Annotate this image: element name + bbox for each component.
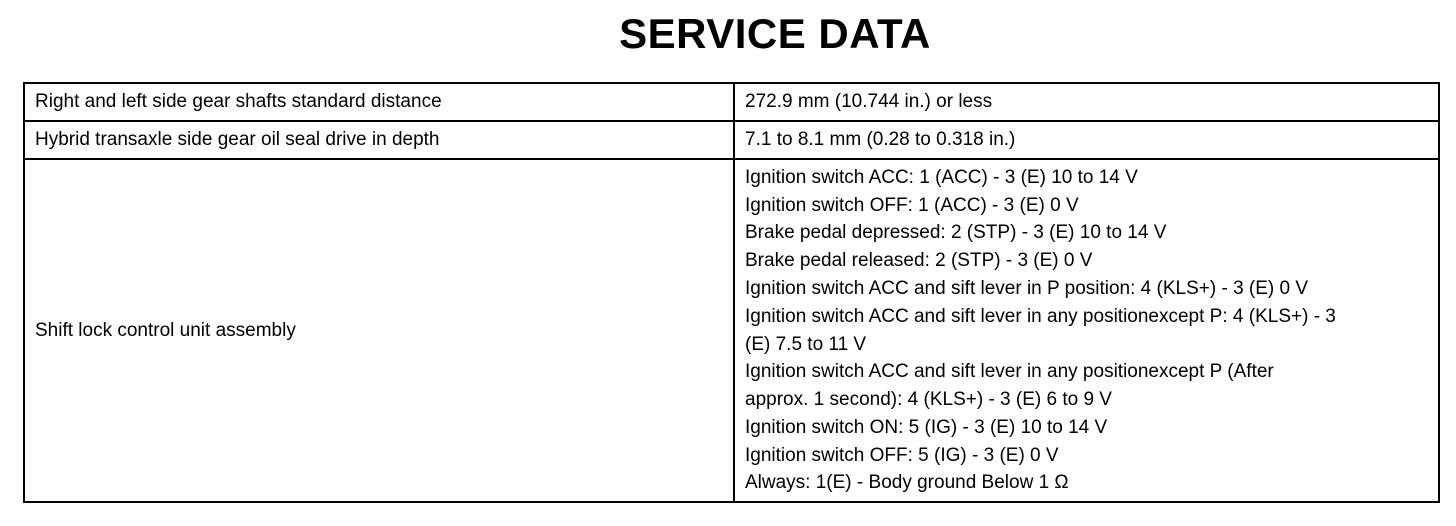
spec-line: Brake pedal released: 2 (STP) - 3 (E) 0 V <box>745 250 1093 272</box>
spec-line: Ignition switch ACC: 1 (ACC) - 3 (E) 10 to 14 V <box>745 166 1138 188</box>
spec-cell <box>734 159 1439 502</box>
spec-line: Ignition switch OFF: 1 (ACC) - 3 (E) 0 V <box>745 194 1079 216</box>
spec-cell: 7.1 to 8.1 mm (0.28 to 0.318 in.) <box>734 121 1439 159</box>
page-title: SERVICE DATA <box>619 10 931 57</box>
spec-line: (E) 7.5 to 11 V <box>745 333 867 355</box>
item-cell: Right and left side gear shafts standard distance <box>24 83 734 121</box>
table-row <box>24 159 1439 502</box>
spec-line: Ignition switch ON: 5 (IG) - 3 (E) 10 to 14 V <box>745 416 1108 438</box>
table-row <box>24 121 1439 159</box>
spec-line: Ignition switch OFF: 5 (IG) - 3 (E) 0 V <box>745 444 1059 466</box>
spec-cell: 272.9 mm (10.744 in.) or less <box>734 83 1439 121</box>
item-cell: Shift lock control unit assembly <box>24 159 734 502</box>
spec-line: Always: 1(E) - Body ground Below 1 Ω <box>745 472 1069 494</box>
spec-line: Brake pedal depressed: 2 (STP) - 3 (E) 10 to 14 V <box>745 222 1167 244</box>
spec-line: Ignition switch ACC and sift lever in P position: 4 (KLS+) - 3 (E) 0 V <box>745 277 1309 299</box>
item-cell: Hybrid transaxle side gear oil seal drive in depth <box>24 121 734 159</box>
table-row <box>24 83 1439 121</box>
spec-line: Ignition switch ACC and sift lever in any positionexcept P (After <box>745 361 1274 383</box>
service-data-table <box>23 82 1440 503</box>
spec-line: approx. 1 second): 4 (KLS+) - 3 (E) 6 to 9 V <box>745 389 1112 411</box>
spec-line: Ignition switch ACC and sift lever in any positionexcept P: 4 (KLS+) - 3 <box>745 305 1336 327</box>
